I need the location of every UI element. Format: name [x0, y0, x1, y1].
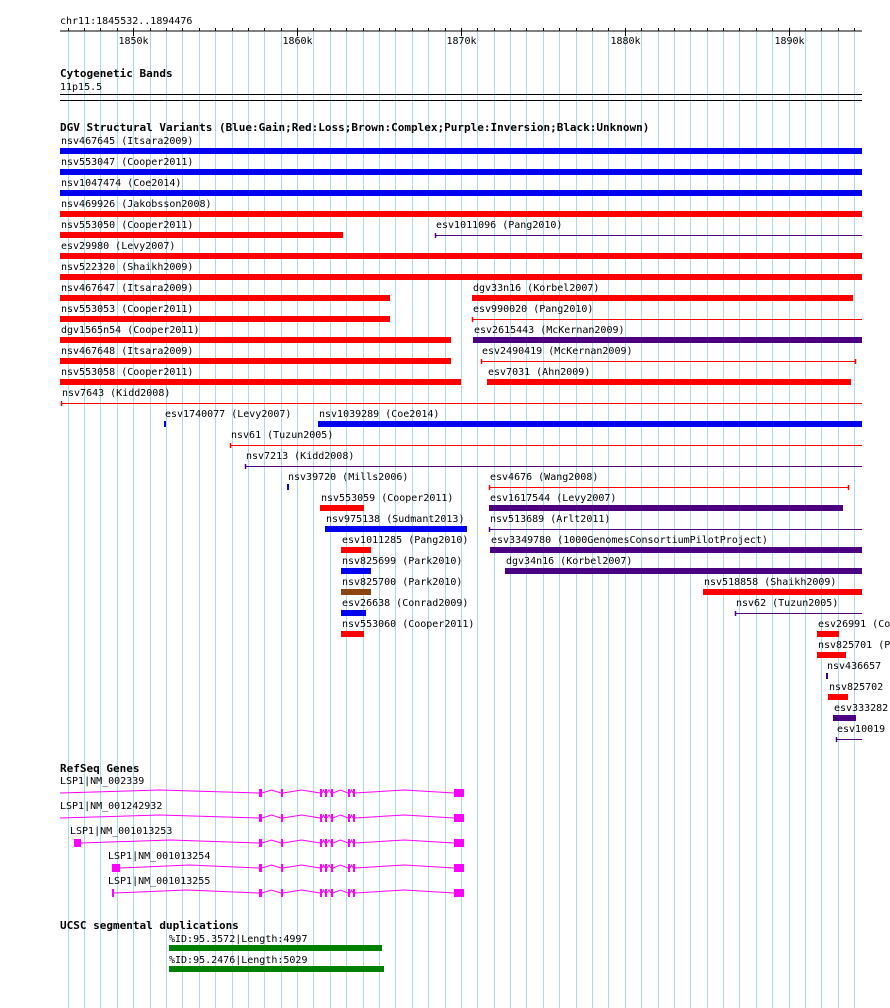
- ruler: [60, 16, 862, 47]
- ruler-tick-label: 1880k: [610, 36, 641, 47]
- dgv-feature-label: nsv975138 (Sudmant2013): [326, 514, 465, 525]
- refseq-gene-label: LSP1|NM_001013255: [108, 876, 211, 887]
- dgv-feature-label: nsv39720 (Mills2006): [288, 472, 409, 483]
- dgv-feature-bar: [487, 379, 851, 385]
- region-label: chr11:1845532..1894476: [60, 16, 193, 27]
- dgv-feature-label: esv10019: [837, 724, 886, 735]
- dgv-feature-label: dgv1565n54 (Cooper2011): [61, 325, 200, 336]
- dgv-feature: [472, 304, 862, 322]
- refseq-genes-track: [60, 762, 464, 897]
- refseq-gene-label: LSP1|NM_001013253: [70, 826, 173, 837]
- dgv-feature-label: nsv61 (Tuzun2005): [231, 430, 334, 441]
- dgv-feature-label: esv1011096 (Pang2010): [436, 220, 563, 231]
- dgv-feature: [60, 220, 343, 238]
- dgv-feature-bar: [287, 484, 289, 490]
- dgv-feature-bar: [60, 337, 451, 343]
- dgv-feature-label: nsv62 (Tuzun2005): [736, 598, 839, 609]
- dgv-feature: [489, 472, 849, 490]
- refseq-exon: [353, 814, 355, 822]
- dgv-feature: [341, 619, 474, 637]
- refseq-exon: [325, 839, 327, 847]
- dgv-feature-label: nsv467647 (Itsara2009): [61, 283, 194, 294]
- cyto-track-title: Cytogenetic Bands: [60, 67, 173, 80]
- refseq-gene-label: LSP1|NM_001242932: [60, 801, 163, 812]
- dgv-feature-label: nsv469926 (Jakobsson2008): [61, 199, 212, 210]
- dgv-feature-bar: [828, 694, 848, 700]
- segdup-feature: [169, 955, 384, 972]
- dgv-feature-label: nsv436657: [827, 661, 882, 672]
- dgv-feature: [164, 409, 291, 427]
- dgv-feature-bar: [320, 505, 364, 511]
- refseq-exon: [348, 864, 350, 872]
- segdup-track-title: UCSC segmental duplications: [60, 919, 239, 932]
- dgv-feature-bar: [341, 568, 371, 574]
- refseq-exon: [331, 789, 333, 797]
- refseq-exon: [331, 839, 333, 847]
- refseq-exon: [331, 814, 333, 822]
- refseq-exon: [320, 789, 322, 797]
- ruler-tick-label: 1850k: [118, 36, 149, 47]
- dgv-feature-bar: [489, 505, 843, 511]
- dgv-feature-label: nsv553059 (Cooper2011): [321, 493, 454, 504]
- dgv-feature-label: esv1011285 (Pang2010): [342, 535, 469, 546]
- refseq-exon: [331, 889, 333, 897]
- dgv-feature: [487, 367, 851, 385]
- dgv-track-title: DGV Structural Variants (Blue:Gain;Red:Loss;Brown:Complex;Purple:Inversion;Black:Unknown): [60, 121, 650, 134]
- dgv-feature-label: esv7031 (Ahn2009): [488, 367, 591, 378]
- dgv-feature-label: dgv34n16 (Korbel2007): [506, 556, 633, 567]
- refseq-gene: [108, 851, 464, 872]
- refseq-exon: [281, 814, 283, 822]
- refseq-intron: [60, 815, 454, 818]
- dgv-feature-bar: [60, 379, 461, 385]
- refseq-intron: [81, 840, 454, 843]
- dgv-feature: [60, 346, 451, 364]
- refseq-exon: [353, 864, 355, 872]
- refseq-exon: [325, 789, 327, 797]
- refseq-exon: [348, 789, 350, 797]
- refseq-gene-label: LSP1|NM_001013254: [108, 851, 211, 862]
- refseq-exon: [454, 889, 464, 897]
- dgv-feature-bar: [60, 190, 862, 196]
- refseq-exon: [112, 864, 120, 872]
- dgv-feature-label: esv3349780 (1000GenomesConsortiumPilotProject): [491, 535, 768, 546]
- dgv-feature: [60, 325, 451, 343]
- dgv-feature-bar: [60, 148, 862, 154]
- refseq-exon: [454, 839, 464, 847]
- dgv-feature-bar: [826, 673, 828, 679]
- segdup-feature-label: %ID:95.2476|Length:5029: [169, 955, 308, 966]
- refseq-exon: [320, 814, 322, 822]
- dgv-feature-bar: [472, 295, 853, 301]
- dgv-feature-bar: [817, 652, 846, 658]
- dgv-feature-label: nsv553053 (Cooper2011): [61, 304, 194, 315]
- dgv-feature: [505, 556, 862, 574]
- dgv-feature-label: nsv553047 (Cooper2011): [61, 157, 194, 168]
- dgv-feature-label: nsv825702: [829, 682, 884, 693]
- refseq-exon: [259, 864, 262, 872]
- refseq-exon: [348, 839, 350, 847]
- refseq-gene-label: LSP1|NM_002339: [60, 776, 145, 787]
- dgv-feature-bar: [60, 253, 862, 259]
- refseq-exon: [353, 839, 355, 847]
- dgv-feature-bar: [60, 316, 390, 322]
- dgv-feature-bar: [833, 715, 856, 721]
- dgv-feature-bar: [60, 169, 862, 175]
- dgv-feature: [481, 346, 856, 364]
- ruler-tick-label: 1890k: [774, 36, 805, 47]
- refseq-exon: [320, 889, 322, 897]
- dgv-feature-label: nsv7643 (Kidd2008): [62, 388, 171, 399]
- dgv-feature-label: nsv7213 (Kidd2008): [246, 451, 355, 462]
- dgv-feature-label: esv2490419 (McKernan2009): [482, 346, 633, 357]
- dgv-feature-bar: [505, 568, 862, 574]
- dgv-feature: [489, 514, 862, 532]
- dgv-feature-label: nsv513689 (Arlt2011): [490, 514, 611, 525]
- dgv-feature-bar: [490, 547, 862, 553]
- dgv-feature-label: esv1617544 (Levy2007): [490, 493, 617, 504]
- dgv-features: [60, 136, 890, 742]
- dgv-feature-bar: [473, 337, 862, 343]
- refseq-intron: [60, 790, 454, 793]
- dgv-feature: [60, 283, 390, 301]
- dgv-feature-label: esv26991 (Co: [818, 619, 890, 630]
- segdup-feature-bar: [169, 945, 382, 951]
- refseq-gene: [60, 776, 464, 797]
- dgv-feature: [341, 598, 468, 616]
- refseq-exon: [353, 789, 355, 797]
- dgv-feature-label: esv333282: [834, 703, 889, 714]
- segmental-duplications-track: [60, 919, 384, 972]
- dgv-feature: [435, 220, 862, 238]
- refseq-exon: [348, 814, 350, 822]
- dgv-feature-bar: [164, 421, 166, 427]
- dgv-feature-label: nsv825700 (Park2010): [342, 577, 463, 588]
- refseq-gene: [108, 876, 464, 897]
- segdup-feature-label: %ID:95.3572|Length:4997: [169, 934, 308, 945]
- dgv-feature: [826, 661, 881, 679]
- refseq-exon: [281, 889, 283, 897]
- refseq-exon: [348, 889, 350, 897]
- dgv-feature-label: nsv467648 (Itsara2009): [61, 346, 194, 357]
- dgv-feature-label: nsv1039289 (Coe2014): [319, 409, 440, 420]
- dgv-feature-label: dgv33n16 (Korbel2007): [473, 283, 600, 294]
- dgv-feature-label: nsv522320 (Shaikh2009): [61, 262, 194, 273]
- dgv-structural-variants-track: [60, 121, 890, 742]
- refseq-exon: [281, 839, 283, 847]
- refseq-exon: [325, 889, 327, 897]
- dgv-feature-bar: [60, 295, 390, 301]
- dgv-feature-bar: [817, 631, 839, 637]
- dgv-feature-label: nsv825699 (Park2010): [342, 556, 463, 567]
- dgv-feature: [60, 367, 461, 385]
- dgv-feature: [60, 304, 390, 322]
- refseq-exon: [454, 789, 464, 797]
- ruler-tick-label: 1870k: [446, 36, 477, 47]
- dgv-feature-bar: [325, 526, 467, 532]
- refseq-exon: [353, 889, 355, 897]
- dgv-feature: [472, 283, 853, 301]
- dgv-feature-bar: [60, 232, 343, 238]
- dgv-feature: [325, 514, 467, 532]
- refseq-exon: [259, 839, 262, 847]
- dgv-feature-label: esv29980 (Levy2007): [61, 241, 176, 252]
- dgv-feature-label: nsv518858 (Shaikh2009): [704, 577, 837, 588]
- dgv-feature-label: nsv1047474 (Coe2014): [61, 178, 182, 189]
- refseq-exon: [259, 889, 262, 897]
- refseq-exon: [112, 889, 114, 897]
- dgv-feature: [817, 619, 890, 637]
- refseq-gene: [70, 826, 464, 847]
- dgv-feature-bar: [341, 610, 366, 616]
- dgv-feature-bar: [318, 421, 862, 427]
- refseq-exon: [320, 839, 322, 847]
- dgv-feature: [817, 640, 890, 658]
- dgv-feature: [341, 577, 462, 595]
- refseq-intron: [114, 890, 454, 893]
- dgv-feature-label: esv990020 (Pang2010): [473, 304, 594, 315]
- dgv-feature-label: nsv467645 (Itsara2009): [61, 136, 194, 147]
- refseq-exon: [454, 814, 464, 822]
- dgv-feature-bar: [341, 589, 371, 595]
- refseq-exon: [325, 864, 327, 872]
- dgv-feature: [318, 409, 862, 427]
- dgv-feature: [341, 556, 462, 574]
- dgv-feature-bar: [341, 547, 371, 553]
- dgv-feature-bar: [60, 211, 862, 217]
- dgv-feature: [735, 598, 862, 616]
- cyto-band-label: 11p15.5: [60, 82, 103, 93]
- refseq-track-title: RefSeq Genes: [60, 762, 140, 775]
- refseq-exon: [281, 864, 283, 872]
- refseq-exon: [259, 789, 262, 797]
- dgv-feature-bar: [703, 589, 862, 595]
- dgv-feature-bar: [60, 274, 862, 280]
- refseq-genes: [60, 776, 464, 897]
- dgv-feature-bar: [60, 358, 451, 364]
- dgv-feature: [230, 430, 862, 448]
- dgv-feature: [341, 535, 468, 553]
- dgv-feature-label: nsv553060 (Cooper2011): [342, 619, 475, 630]
- dgv-feature: [245, 451, 862, 469]
- refseq-exon: [259, 814, 262, 822]
- refseq-exon: [320, 864, 322, 872]
- refseq-exon: [74, 839, 81, 847]
- dgv-feature: [833, 703, 888, 721]
- refseq-exon: [454, 864, 464, 872]
- dgv-feature: [828, 682, 883, 700]
- dgv-feature: [287, 472, 408, 490]
- segdup-features: [169, 934, 384, 972]
- dgv-feature: [490, 535, 862, 553]
- refseq-gene: [60, 801, 464, 822]
- ruler-tick-label: 1860k: [282, 36, 313, 47]
- dgv-feature-bar: [341, 631, 364, 637]
- dgv-feature: [320, 493, 453, 511]
- dgv-feature-label: esv2615443 (McKernan2009): [474, 325, 625, 336]
- segdup-feature-bar: [169, 966, 384, 972]
- dgv-feature: [836, 724, 885, 742]
- dgv-feature-label: nsv553058 (Cooper2011): [61, 367, 194, 378]
- dgv-feature-label: nsv825701 (P: [818, 640, 890, 651]
- dgv-feature-label: nsv553050 (Cooper2011): [61, 220, 194, 231]
- dgv-feature: [473, 325, 862, 343]
- dgv-feature-label: esv4676 (Wang2008): [490, 472, 599, 483]
- refseq-exon: [325, 814, 327, 822]
- dgv-feature-label: esv1740077 (Levy2007): [165, 409, 292, 420]
- refseq-intron: [120, 865, 454, 868]
- refseq-exon: [331, 864, 333, 872]
- dgv-feature-label: esv26638 (Conrad2009): [342, 598, 469, 609]
- refseq-exon: [281, 789, 283, 797]
- segdup-feature: [169, 934, 382, 951]
